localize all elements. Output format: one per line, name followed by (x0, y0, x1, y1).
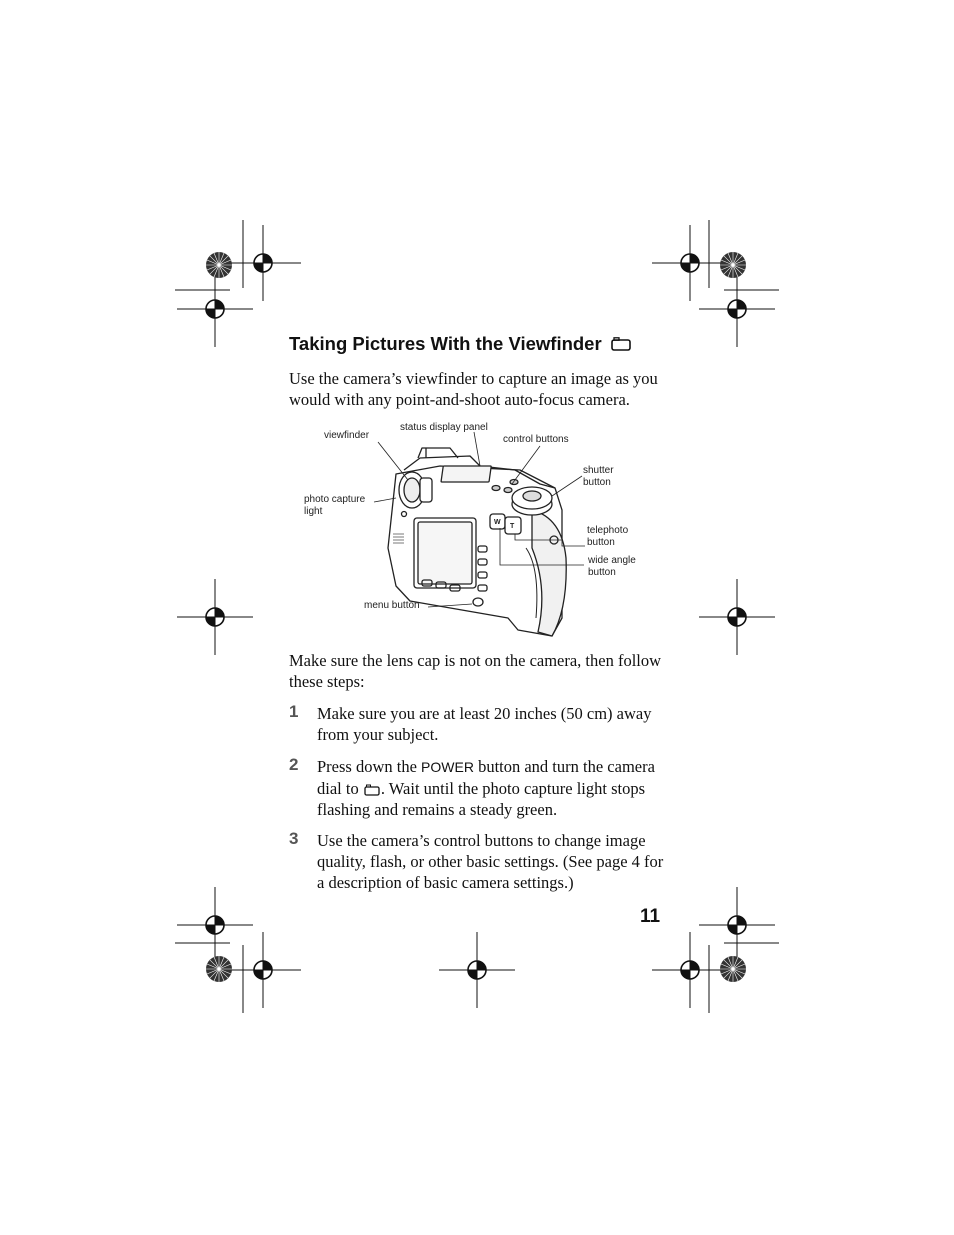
camera-mode-icon (364, 784, 380, 796)
label-menu-button: menu button (364, 600, 420, 611)
label-status-display-panel: status display panel (400, 422, 488, 433)
label-telephoto-button: telephoto button (587, 525, 629, 548)
label-control-buttons: control buttons (503, 434, 569, 445)
step-text: Use the camera’s control buttons to change image quality, flash, or other basic settings. (See page 4 for a description of basic camera settings.) (317, 831, 664, 892)
heading-text: Taking Pictures With the Viewfinder (289, 333, 602, 354)
step-number: 2 (289, 755, 299, 774)
label-shutter-button: shutter button (583, 465, 614, 488)
step-number: 3 (289, 829, 299, 848)
lens-cap-paragraph: Make sure the lens cap is not on the camera, then follow these steps: (289, 651, 662, 691)
camera-mode-icon (611, 337, 631, 351)
step-2 (289, 756, 669, 820)
label-wide-angle-button: wide angle button (588, 555, 636, 578)
camera-figure (300, 418, 660, 643)
power-button-name: POWER (421, 759, 474, 775)
label-photo-capture-light: photo capture light (304, 494, 366, 517)
step-text: Press down the POWER button and turn the camera dial to . Wait until the photo capture light stops flashing and remains a steady green. (317, 757, 655, 819)
section-heading (289, 333, 631, 355)
label-viewfinder: viewfinder (324, 430, 370, 441)
step-number: 1 (289, 702, 299, 721)
zoom-tele-letter: T (510, 523, 515, 530)
step-text: Make sure you are at least 20 inches (50 cm) away from your subject. (317, 704, 652, 744)
page-number: 11 (640, 906, 661, 927)
intro-paragraph: Use the camera’s viewfinder to capture an image as you would with any point-and-shoot auto-focus camera. (289, 369, 658, 409)
step-1 (289, 703, 669, 745)
zoom-wide-letter: W (494, 519, 501, 526)
step-3 (289, 830, 669, 893)
